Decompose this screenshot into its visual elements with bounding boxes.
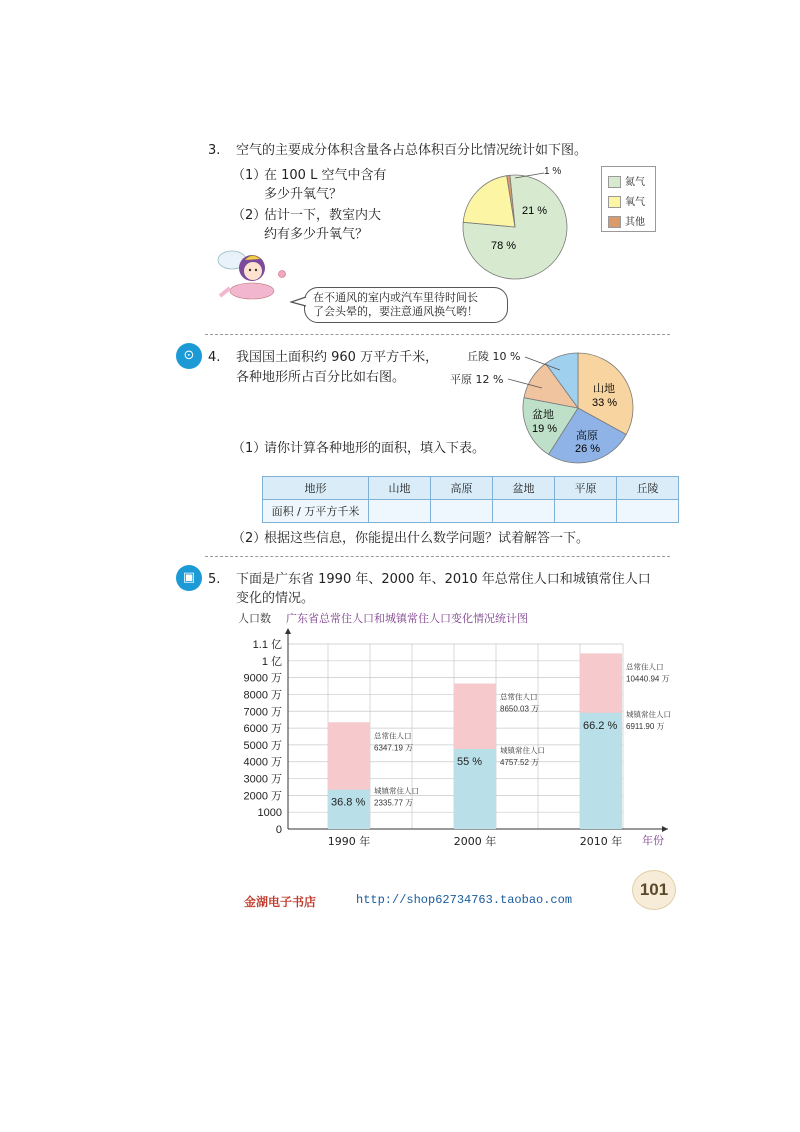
table-header-row — [263, 477, 679, 500]
air-pie-leader — [514, 168, 546, 180]
q3-number: 3. — [208, 143, 221, 158]
terrain-label-basin-name: 盆地 — [532, 408, 554, 421]
urban-value-label: 2335.77 万 — [374, 798, 414, 808]
x-tick-label: 1990 年 — [327, 835, 371, 848]
air-pie-chart — [455, 165, 575, 290]
page-number: 101 — [639, 880, 669, 899]
q3-sub2-line1: 估计一下，教室内大 — [264, 208, 382, 223]
y-tick-label: 6000 万 — [243, 723, 282, 736]
total-value-label: 8650.03 万 — [500, 704, 540, 714]
q3-sub1-index: （1） — [232, 168, 267, 183]
chart-title: 广东省总常住人口和城镇常住人口变化情况统计图 — [286, 612, 528, 625]
page-number-badge — [632, 870, 676, 910]
x-tick-label: 2010 年 — [579, 835, 623, 848]
y-tick-label: 1.1 亿 — [252, 639, 282, 651]
y-tick-label: 9000 万 — [243, 672, 282, 685]
table-header-cell: 平原 — [555, 477, 617, 500]
q4-sub2-text: 根据这些信息，你能提出什么数学问题？试着解答一下。 — [264, 531, 590, 546]
total-value-label: 10440.94 万 — [626, 674, 670, 684]
legend-oxygen — [608, 193, 645, 208]
legend-label-nitrogen: 氮气 — [625, 177, 645, 188]
table-header-cell: 地形 — [263, 477, 369, 500]
y-tick-label: 7000 万 — [243, 706, 282, 719]
table-row-label: 面积 / 万平方千米 — [263, 500, 369, 523]
urban-series-name: 城镇常住人口 — [374, 786, 419, 796]
table-row — [263, 500, 679, 523]
y-axis-arrow — [285, 628, 291, 634]
y-tick-label: 5000 万 — [243, 739, 282, 752]
terrain-label-plain: 平原 12 % — [450, 373, 504, 386]
q3-sub1-line1: 在 100 L 空气中含有 — [264, 168, 387, 183]
urban-value-label: 6911.90 万 — [626, 721, 665, 731]
table-answer-cell[interactable] — [493, 500, 555, 523]
q4-line1: 我国国土面积约 960 万平方千米， — [236, 350, 439, 365]
terrain-label-plateau-pct: 26 % — [575, 443, 601, 455]
table-answer-cell[interactable] — [369, 500, 431, 523]
q5-line1: 下面是广东省 1990 年、2000 年、2010 年总常住人口和城镇常住人口 — [236, 572, 651, 587]
footer-url[interactable]: http://shop62734763.taobao.com — [356, 893, 573, 907]
legend-label-other: 其他 — [625, 217, 645, 228]
terrain-label-plateau-name: 高原 — [576, 429, 598, 442]
air-pie-legend — [601, 166, 656, 232]
chart-ylabel: 人口数 — [238, 612, 271, 625]
legend-other — [608, 213, 645, 228]
y-tick-label: 1 亿 — [261, 655, 282, 668]
table-header-cell: 山地 — [369, 477, 431, 500]
terrain-leaders — [500, 352, 570, 392]
q4-sub2-index: （2） — [232, 531, 267, 546]
pie-slice-oxygen — [463, 176, 515, 227]
speech-line-1: 在不通风的室内或汽车里待时间长 — [313, 291, 478, 304]
divider-1 — [205, 334, 670, 335]
table-answer-cell[interactable] — [617, 500, 679, 523]
table-answer-cell[interactable] — [431, 500, 493, 523]
terrain-label-mountain-pct: 33 % — [592, 397, 618, 409]
urban-series-name: 城镇常住人口 — [500, 745, 545, 755]
q3-sub2-index: （2） — [232, 208, 267, 223]
x-tick-label: 2000 年 — [453, 835, 497, 848]
q4-number: 4. — [208, 350, 221, 365]
air-pie-label-oxygen: 21 % — [522, 205, 548, 217]
y-tick-label: 3000 万 — [243, 773, 282, 786]
legend-swatch-oxygen — [608, 196, 621, 208]
legend-swatch-nitrogen — [608, 176, 621, 188]
urban-percent-label: 55 % — [457, 755, 483, 768]
q5-number: 5. — [208, 572, 221, 587]
air-pie-label-other — [544, 166, 561, 177]
q4-sub1-text: 请你计算各种地形的面积，填入下表。 — [264, 441, 486, 456]
legend-label-oxygen: 氧气 — [625, 197, 645, 208]
cartoon-girl-illustration — [212, 246, 298, 308]
urban-series-name: 城镇常住人口 — [626, 709, 671, 719]
speech-bubble — [304, 287, 508, 323]
terrain-area-table — [262, 476, 679, 523]
legend-swatch-other — [608, 216, 621, 228]
q4-line2: 各种地形所占百分比如右图。 — [236, 370, 406, 385]
terrain-label-hills: 丘陵 10 % — [467, 350, 521, 363]
y-tick-label: 8000 万 — [243, 689, 282, 702]
air-pie-other-value: 1 % — [544, 166, 562, 177]
terrain-label-basin-pct: 19 % — [532, 423, 558, 435]
urban-value-label: 4757.52 万 — [500, 757, 540, 767]
urban-percent-label: 36.8 % — [331, 796, 366, 809]
chart-xlabel: 年份 — [642, 834, 664, 847]
legend-nitrogen — [608, 173, 645, 188]
x-axis-arrow — [662, 826, 668, 832]
speech-bubble-tail — [290, 296, 308, 308]
total-series-name: 总常住人口 — [500, 692, 538, 702]
table-header-cell: 丘陵 — [617, 477, 679, 500]
q3-title: 空气的主要成分体积含量各占总体积百分比情况统计如下图。 — [236, 143, 588, 158]
total-value-label: 6347.19 万 — [374, 743, 414, 753]
q4-sub1-index: （1） — [232, 441, 267, 456]
table-header-cell: 盆地 — [493, 477, 555, 500]
speech-line-2: 了会头晕的，要注意通风换气哟！ — [313, 305, 478, 318]
bar-urban-population — [328, 790, 370, 829]
population-bar-chart — [238, 604, 690, 854]
table-header-cell: 高原 — [431, 477, 493, 500]
tv-icon: ▣ — [176, 565, 202, 591]
table-answer-cell[interactable] — [555, 500, 617, 523]
y-tick-label: 2000 万 — [243, 790, 282, 803]
total-series-name: 总常住人口 — [374, 731, 412, 741]
footer-shop-name: 金湖电子书店 — [244, 895, 317, 909]
y-tick-label: 0 — [275, 824, 282, 836]
q3-sub2-line2: 约有多少升氧气？ — [264, 227, 369, 242]
y-tick-label: 4000 万 — [243, 756, 282, 769]
y-tick-label: 1000 — [257, 807, 282, 820]
divider-2 — [205, 556, 670, 557]
pin-icon: ⊙ — [176, 343, 202, 369]
air-pie-label-nitrogen: 78 % — [491, 240, 517, 252]
urban-percent-label: 66.2 % — [583, 719, 618, 732]
total-series-name: 总常住人口 — [626, 662, 664, 672]
q5-line2: 变化的情况。 — [236, 591, 315, 606]
terrain-label-mountain-name: 山地 — [593, 382, 615, 395]
q3-sub1-line2: 多少升氧气？ — [264, 187, 343, 202]
